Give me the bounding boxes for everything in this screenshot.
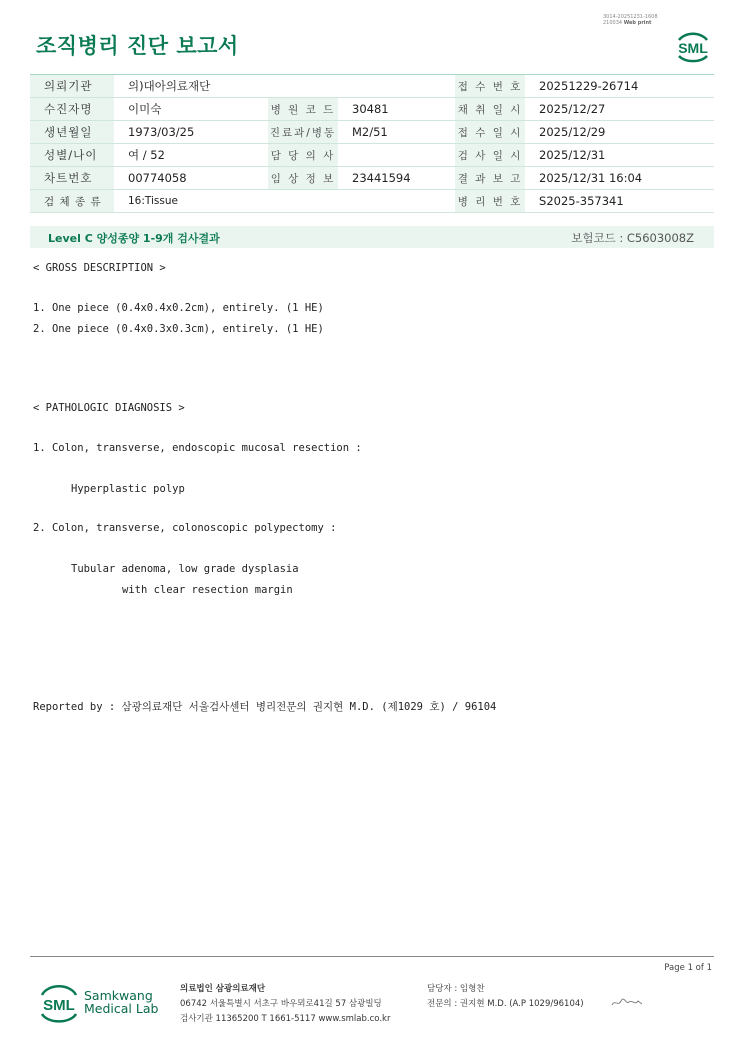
specialist: 전문의 : 권지현 M.D. (A.P 1029/96104) <box>427 999 584 1009</box>
label-pathology-no: 병 리 번 호 <box>455 190 525 213</box>
brand-line-2: Medical Lab <box>84 1001 159 1016</box>
logo-text: SML <box>678 40 708 56</box>
value-sex-age: 여 / 52 <box>114 144 268 167</box>
label-sex-age: 성별/나이 <box>30 144 114 167</box>
label-collection-date: 채 취 일 시 <box>455 98 525 121</box>
value-test-date: 2025/12/31 <box>525 144 714 167</box>
insurance-code: 보험코드 : C5603008Z <box>571 231 694 245</box>
label-department: 진료과/병동 <box>268 121 338 144</box>
diagnosis-2-result: Tubular adenoma, low grade dysplasia <box>71 563 299 575</box>
label-patient-name: 수진자명 <box>30 98 114 121</box>
diagnosis-1-result: Hyperplastic polyp <box>71 483 185 495</box>
footer-brand <box>84 989 158 1015</box>
value-receipt-date: 2025/12/29 <box>525 121 714 144</box>
diagnosis-2-result-margin: with clear resection margin <box>122 584 293 596</box>
value-receipt-no: 20251229-26714 <box>525 75 714 98</box>
test-level-title: Level C 양성종양 1-9개 검사결과 <box>48 232 220 245</box>
signature <box>610 996 644 1010</box>
value-patient-name: 이미숙 <box>114 98 268 121</box>
footer-divider <box>30 956 714 957</box>
label-receipt-date: 접 수 일 시 <box>455 121 525 144</box>
value-result-report: 2025/12/31 16:04 <box>525 167 714 190</box>
gross-item-1: 1. One piece (0.4x0.4x0.2cm), entirely. (1 HE) <box>33 302 324 314</box>
org-contact: 검사기관 11365200 T 1661-5117 www.smlab.co.kr <box>180 1014 391 1024</box>
footer-logo-text: SML <box>43 997 75 1014</box>
value-collection-date: 2025/12/27 <box>525 98 714 121</box>
report-title: 조직병리 진단 보고서 <box>36 34 239 58</box>
value-requester: 의)대아의료재단 <box>114 75 455 98</box>
label-doctor: 담 당 의 사 <box>268 144 338 167</box>
value-specimen-type: 16:Tissue <box>114 190 455 213</box>
print-mode: Web print <box>623 20 652 26</box>
print-id: 3014-20251231-1608 <box>603 14 658 20</box>
gross-item-2: 2. One piece (0.4x0.3x0.3cm), entirely. (1 HE) <box>33 323 324 335</box>
diagnosis-item-1: 1. Colon, transverse, endoscopic mucosal resection : <box>33 442 362 454</box>
test-level-bar <box>30 226 714 248</box>
value-department: M2/51 <box>338 121 455 144</box>
label-result-report: 결 과 보 고 <box>455 167 525 190</box>
label-specimen-type: 검 체 종 류 <box>30 190 114 213</box>
label-clinical-info: 임 상 정 보 <box>268 167 338 190</box>
print-code: 210034 <box>603 20 623 26</box>
brand-line-1: Samkwang <box>84 988 153 1003</box>
gross-description-heading: < GROSS DESCRIPTION > <box>33 262 166 274</box>
footer-responsible <box>427 982 584 1012</box>
value-chart-no: 00774058 <box>114 167 268 190</box>
label-birth-date: 생년월일 <box>30 121 114 144</box>
patient-info-table <box>30 74 714 213</box>
value-pathology-no: S2025-357341 <box>525 190 714 213</box>
print-meta <box>603 14 658 26</box>
label-receipt-no: 접 수 번 호 <box>455 75 525 98</box>
staff-in-charge: 담당자 : 임형찬 <box>427 984 485 994</box>
footer-organization <box>180 982 390 1027</box>
label-hospital-code: 병 원 코 드 <box>268 98 338 121</box>
value-birth-date: 1973/03/25 <box>114 121 268 144</box>
reported-by: Reported by : 삼광의료재단 서울검사센터 병리전문의 권지현 M.D. (제1029 호) / 96104 <box>33 701 497 713</box>
org-name: 의료법인 삼광의료재단 <box>180 984 266 994</box>
label-chart-no: 차트번호 <box>30 167 114 190</box>
label-requester: 의뢰기관 <box>30 75 114 98</box>
page-number: Page 1 of 1 <box>664 963 712 973</box>
diagnosis-item-2: 2. Colon, transverse, colonoscopic polypectomy : <box>33 522 337 534</box>
value-doctor <box>338 144 455 167</box>
sml-logo <box>672 26 714 66</box>
samkwang-logo <box>36 980 82 1026</box>
org-address: 06742 서울특별시 서초구 바우뫼로41길 57 삼광빌딩 <box>180 999 382 1009</box>
label-test-date: 검 사 일 시 <box>455 144 525 167</box>
value-hospital-code: 30481 <box>338 98 455 121</box>
value-clinical-info: 23441594 <box>338 167 455 190</box>
pathologic-diagnosis-heading: < PATHOLOGIC DIAGNOSIS > <box>33 402 185 414</box>
